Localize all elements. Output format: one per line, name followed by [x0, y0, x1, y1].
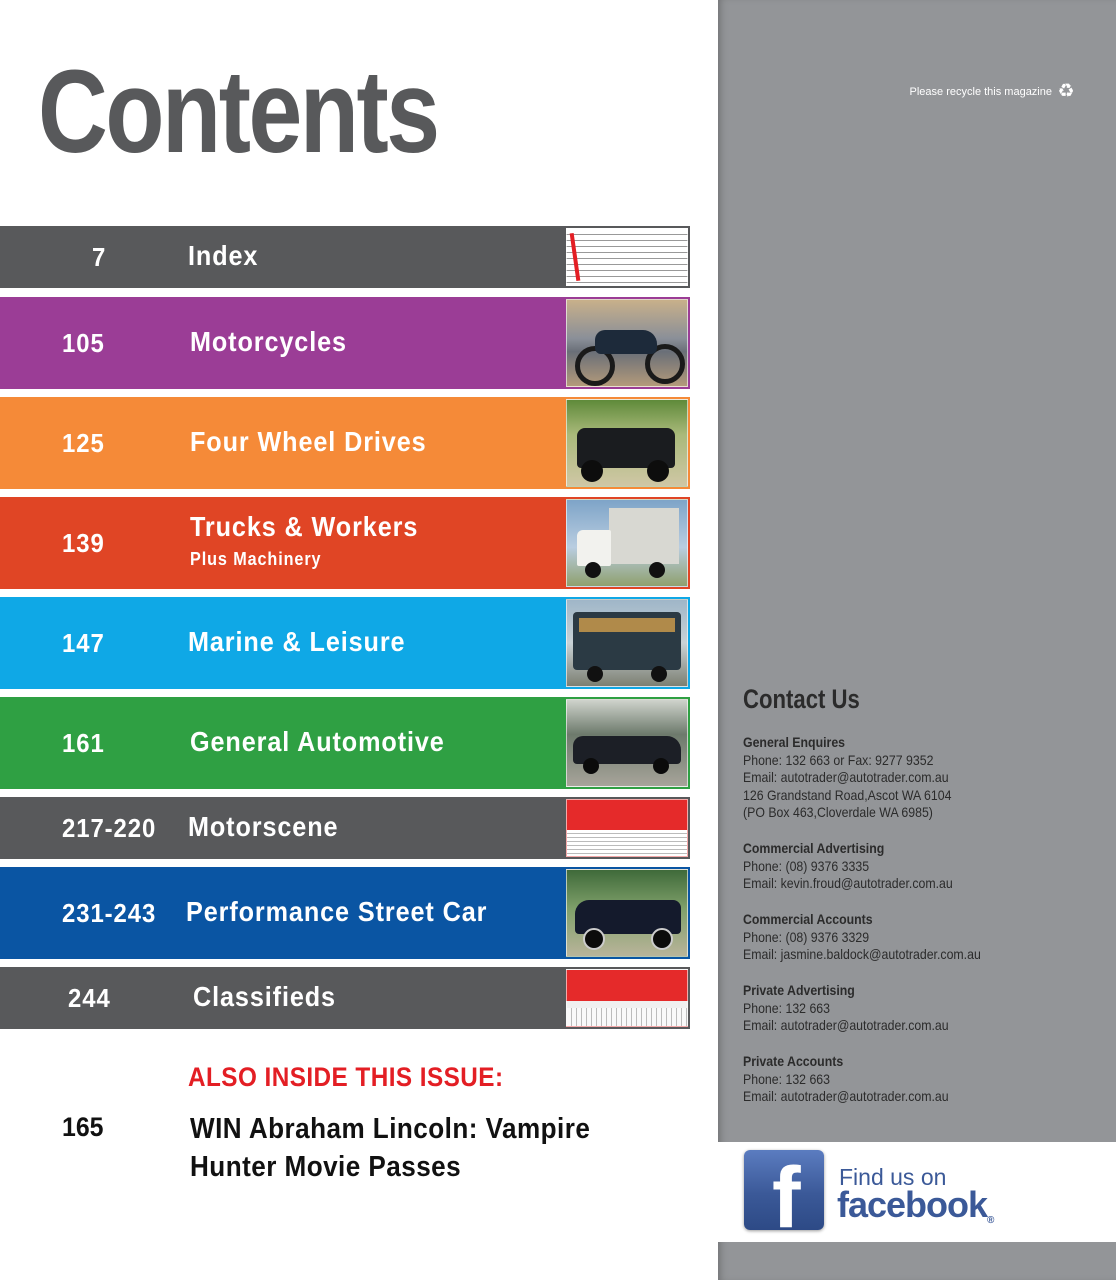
classic-car-thumbnail	[566, 699, 688, 787]
street-car-thumbnail	[566, 869, 688, 957]
section-four-wheel-drives[interactable]	[0, 397, 690, 489]
contact-line[interactable]: Email: kevin.froud@autotrader.com.au	[743, 875, 953, 891]
section-label: Classifieds	[193, 981, 336, 1012]
contact-line: Phone: 132 663	[743, 999, 831, 1016]
section-label: Trucks & Workers	[190, 511, 419, 542]
section-page-number: 231-243	[62, 898, 157, 928]
contact-line[interactable]: Email: autotrader@autotrader.com.au	[743, 769, 949, 785]
contact-commercial-advertising	[743, 840, 1060, 893]
also-inside-line-2: Hunter Movie Passes	[190, 1151, 462, 1183]
index-list-thumbnail	[566, 228, 688, 286]
section-page-number: 105	[62, 328, 105, 358]
section-motorscene[interactable]	[0, 797, 690, 859]
section-performance-street-car[interactable]	[0, 867, 690, 959]
facebook-logo-icon	[744, 1150, 824, 1230]
contact-line: Phone: (08) 9376 3335	[743, 857, 870, 874]
section-general-automotive[interactable]	[0, 697, 690, 789]
section-index[interactable]	[0, 226, 690, 288]
section-page-number: 217-220	[62, 813, 157, 843]
contact-line: Phone: 132 663	[743, 1070, 831, 1087]
section-label: Performance Street Car	[186, 896, 488, 927]
section-page-number: 147	[62, 628, 105, 658]
also-inside-feature[interactable]	[190, 1110, 640, 1186]
section-classifieds[interactable]	[0, 967, 690, 1029]
also-inside-page-number: 165	[62, 1112, 104, 1142]
contact-line: Phone: 132 663 or Fax: 9277 9352	[743, 751, 934, 768]
section-trucks[interactable]	[0, 497, 690, 589]
contact-private-advertising	[743, 982, 1060, 1035]
contact-line[interactable]: Email: autotrader@autotrader.com.au	[743, 1017, 949, 1033]
contact-heading: Private Accounts	[743, 1053, 844, 1069]
contact-line[interactable]: Email: autotrader@autotrader.com.au	[743, 1088, 949, 1104]
contact-line: Phone: (08) 9376 3329	[743, 928, 870, 945]
section-motorcycles[interactable]	[0, 297, 690, 389]
section-label: Index	[188, 240, 259, 271]
registered-mark: ®	[987, 1215, 994, 1226]
section-page-number: 125	[62, 428, 105, 458]
contact-heading: General Enquires	[743, 734, 846, 750]
contact-line[interactable]: Email: jasmine.baldock@autotrader.com.au	[743, 946, 981, 962]
section-label: Motorscene	[188, 811, 339, 842]
four-wheel-drive-thumbnail	[566, 399, 688, 487]
section-page-number: 7	[92, 242, 107, 272]
page-title: Contents	[38, 46, 438, 178]
motorcycle-thumbnail	[566, 299, 688, 387]
contact-private-accounts	[743, 1053, 1060, 1106]
recycle-icon: ♻	[1057, 81, 1075, 102]
also-inside-heading: ALSO INSIDE THIS ISSUE:	[188, 1062, 504, 1092]
section-label: Four Wheel Drives	[190, 426, 427, 457]
section-marine-leisure[interactable]	[0, 597, 690, 689]
section-page-number: 139	[62, 528, 105, 558]
contact-title: Contact Us	[743, 684, 860, 714]
section-label: Marine & Leisure	[188, 626, 406, 657]
contact-general-enquires	[743, 734, 1060, 822]
contact-commercial-accounts	[743, 911, 1060, 964]
section-label: General Automotive	[190, 726, 445, 757]
facebook-f-glyph: f	[772, 1150, 801, 1230]
section-page-number: 161	[62, 728, 105, 758]
also-inside-line-1: WIN Abraham Lincoln: Vampire	[190, 1113, 591, 1145]
recycle-note	[910, 82, 1076, 102]
motorhome-thumbnail	[566, 599, 688, 687]
contact-line: 126 Grandstand Road,Ascot WA 6104	[743, 786, 952, 803]
contact-heading: Commercial Accounts	[743, 911, 873, 927]
section-label: Motorcycles	[190, 326, 347, 357]
contact-heading: Commercial Advertising	[743, 840, 885, 856]
contact-line: (PO Box 463,Cloverdale WA 6985)	[743, 804, 933, 820]
recycle-text: Please recycle this magazine	[909, 86, 1052, 98]
facebook-find-text: Find us on	[839, 1164, 947, 1190]
facebook-banner[interactable]	[718, 1142, 1116, 1242]
section-sublabel: Plus Machinery	[190, 549, 322, 569]
classifieds-thumbnail	[566, 969, 688, 1027]
contact-heading: Private Advertising	[743, 982, 855, 998]
facebook-wordmark	[837, 1184, 993, 1226]
section-page-number: 244	[68, 983, 111, 1013]
facebook-brand: facebook	[837, 1184, 988, 1225]
truck-thumbnail	[566, 499, 688, 587]
clubs-newspaper-thumbnail	[566, 799, 688, 857]
